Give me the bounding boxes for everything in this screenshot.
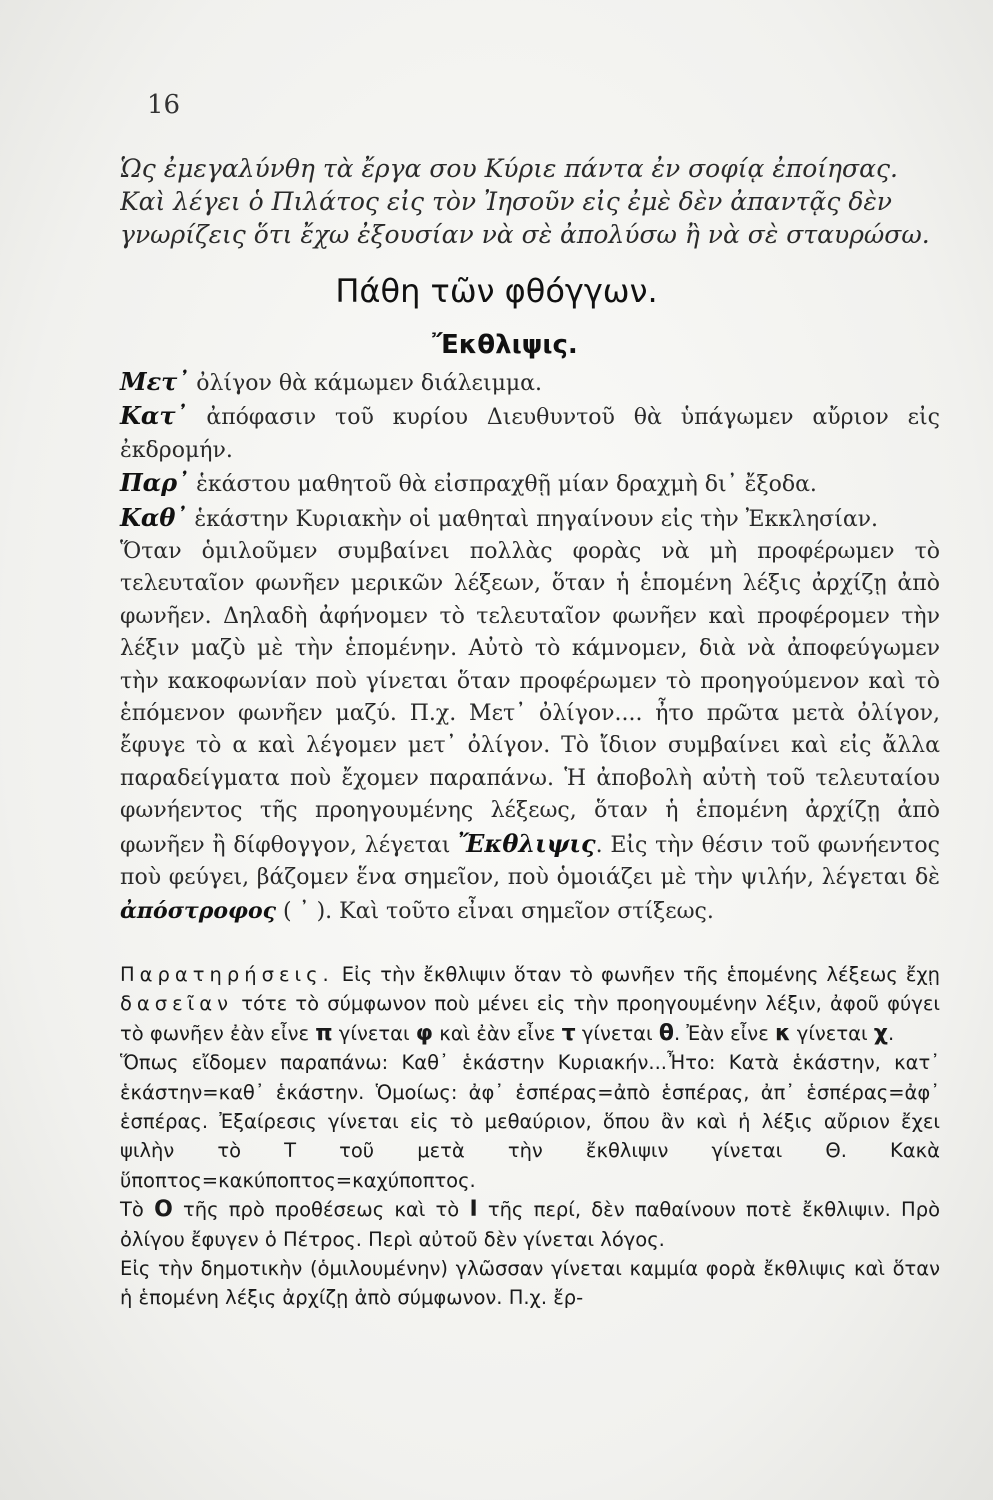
- example-keyword: Παρ᾽: [120, 468, 190, 498]
- page-number: 16: [147, 90, 181, 120]
- term-ekthlipsis: Ἔκθλιψις: [458, 828, 596, 858]
- term-apostrofos: ἀπόστροφος: [120, 897, 277, 924]
- notes-text: γίνεται: [332, 1021, 416, 1045]
- notes-text: καὶ ἐὰν εἶνε: [433, 1021, 562, 1045]
- notes-paragraph: Εἰς τὴν δημοτικὴν (ὁμιλουμένην) γλῶσσαν γίνεται καμμία φορὰ ἔκθλιψις καὶ ὅταν ἡ ἑπομένη λέξις ἀρχίζῃ ἀπὸ σύμφωνον. Π.χ. ἔρ-: [120, 1257, 940, 1310]
- quote-line: γνωρίζεις ὅτι ἔχω ἐξουσίαν νὰ σὲ ἀπολύσω ἢ νὰ σὲ σταυρώσω.: [120, 220, 930, 249]
- letter-theta: θ: [658, 1020, 674, 1046]
- example-sentence: [120, 467, 940, 501]
- notes-text: γίνεται: [790, 1021, 874, 1045]
- notes-text: .: [887, 1021, 895, 1045]
- explanation-paragraph: [120, 536, 940, 928]
- spaced-word: δασεῖαν: [120, 992, 234, 1016]
- notes-block: [120, 960, 940, 1313]
- example-keyword: Μετ᾽: [120, 367, 190, 396]
- example-sentence: [120, 400, 940, 467]
- letter-iota: Ι: [469, 1197, 478, 1223]
- section-title: Πάθη τῶν φθόγγων.: [335, 272, 658, 310]
- letter-omicron: Ο: [154, 1197, 173, 1223]
- body-text: [120, 366, 940, 928]
- notes-text: Εἰς τὴν ἔκθλιψιν ὅταν τὸ φωνῆεν τῆς ἑπομένης λέξεως ἔχῃ: [333, 963, 940, 986]
- notes-text: γίνεται: [575, 1021, 659, 1045]
- example-sentence: [120, 502, 940, 536]
- example-text: ἑκάστην Κυριακὴν οἱ μαθηταὶ πηγαίνουν εἰς τὴν Ἐκκλησίαν.: [187, 506, 879, 532]
- explanation-text: . Εἰς τὴν θέσιν τοῦ φωνήεντος ποὺ φεύγει, βάζομεν ἕνα σημεῖον, ποὺ ὁμοιάζει μὲ τὴν ψιλήν, λέγεται δὲ: [120, 832, 940, 891]
- notes-text: . Ἐὰν εἶνε: [673, 1021, 775, 1045]
- quote-line: Καὶ λέγει ὁ Πιλάτος εἰς τὸν Ἰησοῦν εἰς ἐμὲ δὲν ἀπαντᾷς δὲν: [120, 187, 893, 216]
- notes-text: Τὸ: [120, 1198, 155, 1222]
- notes-paragraph: [120, 1195, 940, 1254]
- explanation-text: ( ᾽ ). Καὶ τοῦτο εἶναι σημεῖον στίξεως.: [276, 898, 714, 924]
- example-text: ὀλίγον θὰ κάμωμεν διάλειμμα.: [189, 371, 543, 396]
- quote-block: [120, 152, 940, 251]
- example-text: ἑκάστου μαθητοῦ θὰ εἰσπραχθῇ μίαν δραχμὴ δι᾽ ἔξοδα.: [189, 472, 817, 498]
- notes-paragraph: Ὅπως εἴδομεν παραπάνω: Καθ᾽ ἑκάστην Κυριακήν...Ἦτο: Κατὰ ἑκάστην, κατ᾽ ἑκάστην=καθ᾽ ἑκάστην. Ὁμοίως: ἀφ᾽ ἑσπέρας=ἀπὸ ἑσπέρας, ἀπ᾽ ἑσπέρας=ἀφ᾽ ἑσπέρας. Ἐξαίρεσις γίνεται εἰς τὸ μεθαύριον, ὅπου ἂν καὶ ἡ λέξις αὔριον ἔχει ψιλὴν τὸ Τ τοῦ μετὰ τὴν ἔκθλιψιν γίνεται Θ. Κακὰ ὕποπτος=κακύποπτος=καχύποπτος.: [120, 1051, 940, 1192]
- notes-text: τῆς πρὸ προθέσεως καὶ τὸ: [172, 1198, 470, 1222]
- example-keyword: Καθ᾽: [120, 502, 188, 532]
- example-sentence: [120, 366, 940, 400]
- explanation-text: Ὅταν ὁμιλοῦμεν συμβαίνει πολλὰς φορὰς νὰ μὴ προφέρωμεν τὸ τελευταῖον φωνῆεν μερικῶν λέξεων, ὅταν ἡ ἑπομένη λέξις ἀρχίζῃ ἀπὸ φωνῆεν. Δηλαδὴ ἀφήνομεν τὸ τελευταῖον φωνῆεν καὶ προφέρομεν τὴν λέξιν μαζὺ μὲ τὴν ἑπομένην. Αὐτὸ τὸ κάμνομεν, διὰ νὰ ἀποφεύγωμεν τὴν κακοφωνίαν ποὺ γίνεται ὅταν προφέρωμεν τὸ προηγούμενον καὶ τὸ ἑπόμενον φωνῆεν μαζύ. Π.χ. Μετ᾽ ὀλίγον.... ἦτο πρῶτα μετὰ ὀλίγον, ἔφυγε τὸ α καὶ λέγομεν μετ᾽ ὀλίγον. Τὸ ἴδιον συμβαίνει καὶ εἰς ἄλλα παραδείγματα ποὺ ἔχομεν παραπάνω. Ἡ ἀποβολὴ αὐτὴ τοῦ τελευταίου φωνήεντος τῆς προηγουμένης λέξεως, ὅταν ἡ ἑπομένη ἀρχίζῃ ἀπὸ φωνῆεν ἢ δίφθογγον, λέγεται: [120, 539, 940, 858]
- letter-phi: φ: [415, 1020, 433, 1046]
- quote-line: Ὡς ἐμεγαλύνθη τὰ ἔργα σου Κύριε πάντα ἐν σοφίᾳ ἐποίησας.: [120, 154, 898, 183]
- letter-kappa: κ: [774, 1020, 791, 1046]
- notes-text: τῆς περί, δὲν παθαίνουν ποτὲ ἔκθλιψιν. Πρὸ ὀλίγου ἔφυγεν ὁ Πέτρος. Περὶ αὐτοῦ δὲν γίνεται λόγος.: [120, 1198, 941, 1251]
- notes-label: Παρατηρήσεις.: [120, 963, 334, 986]
- letter-tau: τ: [561, 1020, 576, 1046]
- example-text: ἀπόφασιν τοῦ κυρίου Διευθυντοῦ θὰ ὑπάγωμεν αὔριον εἰς ἐκδρομήν.: [120, 405, 940, 463]
- letter-pi: π: [315, 1020, 333, 1046]
- notes-paragraph: [120, 960, 940, 1048]
- notes-text: τότε τὸ σύμφωνον ποὺ μένει εἰς τὴν προηγουμένην λέξιν, ἀφοῦ φύγει τὸ φωνῆεν ἐὰν εἶνε: [120, 992, 940, 1045]
- subsection-title: Ἔκθλιψις.: [432, 330, 578, 360]
- letter-chi: χ: [873, 1020, 888, 1046]
- example-keyword: Κατ᾽: [120, 401, 188, 431]
